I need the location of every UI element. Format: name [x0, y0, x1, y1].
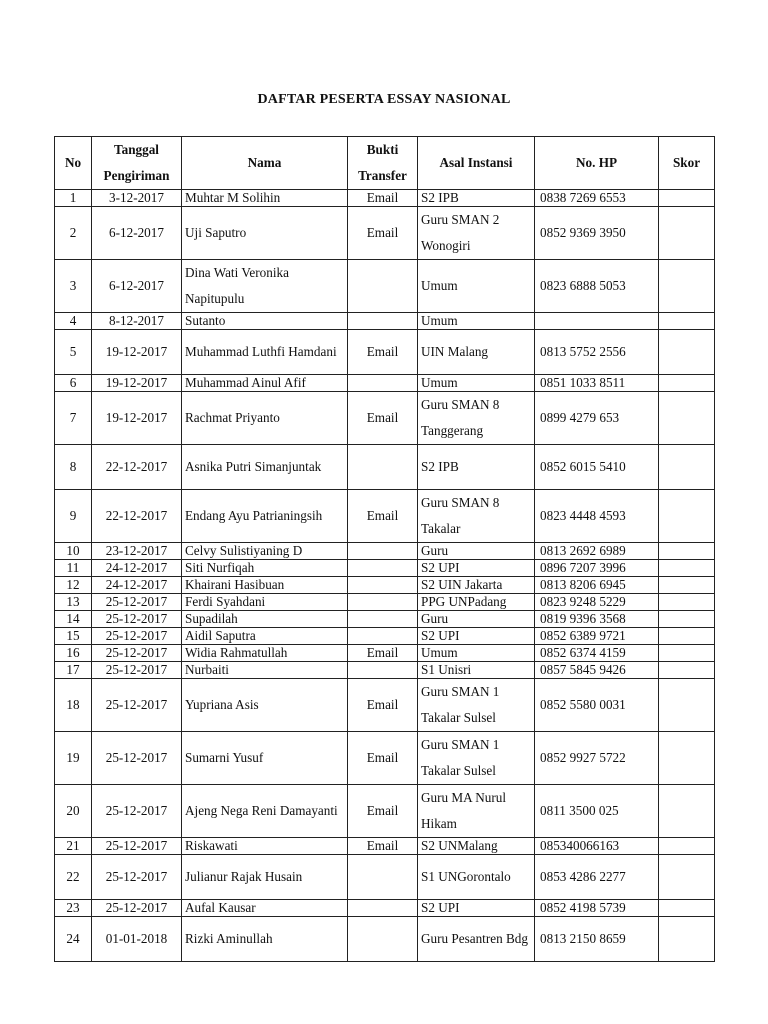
row-score [659, 313, 715, 330]
row-date: 8-12-2017 [92, 313, 182, 330]
row-number: 5 [55, 330, 92, 375]
row-transfer: Email [348, 207, 418, 260]
row-date: 01-01-2018 [92, 917, 182, 962]
row-number: 3 [55, 260, 92, 313]
row-date: 3-12-2017 [92, 190, 182, 207]
row-transfer [348, 917, 418, 962]
table-row [55, 190, 715, 207]
table-row [55, 785, 715, 838]
table-row [55, 560, 715, 577]
table-row [55, 577, 715, 594]
row-transfer: Email [348, 190, 418, 207]
row-phone [535, 313, 659, 330]
row-institution: Guru Pesantren Bdg [418, 917, 535, 962]
row-institution: Guru MA Nurul Hikam [418, 785, 535, 838]
table-row [55, 645, 715, 662]
row-score [659, 628, 715, 645]
row-date: 19-12-2017 [92, 330, 182, 375]
column-header-score: Skor [659, 137, 715, 190]
row-score [659, 679, 715, 732]
row-institution: Umum [418, 313, 535, 330]
row-date: 19-12-2017 [92, 375, 182, 392]
row-transfer: Email [348, 392, 418, 445]
row-institution: S2 UPI [418, 560, 535, 577]
row-date: 22-12-2017 [92, 490, 182, 543]
row-name: Sutanto [182, 313, 348, 330]
row-phone: 085340066163 [535, 838, 659, 855]
row-name: Asnika Putri Simanjuntak [182, 445, 348, 490]
row-transfer [348, 594, 418, 611]
row-score [659, 662, 715, 679]
row-name: Aufal Kausar [182, 900, 348, 917]
row-date: 25-12-2017 [92, 679, 182, 732]
table-row [55, 732, 715, 785]
row-transfer [348, 577, 418, 594]
row-institution: S2 UPI [418, 900, 535, 917]
row-institution: Guru SMAN 1 Takalar Sulsel [418, 679, 535, 732]
row-phone: 0852 6015 5410 [535, 445, 659, 490]
row-number: 12 [55, 577, 92, 594]
row-date: 24-12-2017 [92, 577, 182, 594]
row-date: 23-12-2017 [92, 543, 182, 560]
row-name: Widia Rahmatullah [182, 645, 348, 662]
row-score [659, 543, 715, 560]
row-phone: 0852 6374 4159 [535, 645, 659, 662]
row-transfer [348, 662, 418, 679]
row-institution: S2 IPB [418, 190, 535, 207]
row-name: Celvy Sulistiyaning D [182, 543, 348, 560]
row-name: Rizki Aminullah [182, 917, 348, 962]
table-row [55, 207, 715, 260]
row-number: 23 [55, 900, 92, 917]
table-row [55, 679, 715, 732]
row-transfer: Email [348, 679, 418, 732]
row-number: 24 [55, 917, 92, 962]
row-transfer [348, 375, 418, 392]
row-name: Supadilah [182, 611, 348, 628]
participant-table [54, 136, 715, 962]
row-number: 1 [55, 190, 92, 207]
table-row [55, 260, 715, 313]
row-name: Riskawati [182, 838, 348, 855]
row-number: 6 [55, 375, 92, 392]
table-row [55, 611, 715, 628]
row-number: 13 [55, 594, 92, 611]
row-score [659, 900, 715, 917]
table-row [55, 445, 715, 490]
row-phone: 0823 6888 5053 [535, 260, 659, 313]
row-institution: S2 UIN Jakarta [418, 577, 535, 594]
row-score [659, 392, 715, 445]
row-transfer: Email [348, 490, 418, 543]
row-score [659, 190, 715, 207]
row-institution: Guru SMAN 8 Tanggerang [418, 392, 535, 445]
row-transfer [348, 543, 418, 560]
row-phone: 0853 4286 2277 [535, 855, 659, 900]
row-phone: 0851 1033 8511 [535, 375, 659, 392]
row-score [659, 917, 715, 962]
row-phone: 0899 4279 653 [535, 392, 659, 445]
table-row [55, 490, 715, 543]
row-date: 25-12-2017 [92, 900, 182, 917]
row-phone: 0857 5845 9426 [535, 662, 659, 679]
row-score [659, 785, 715, 838]
row-date: 25-12-2017 [92, 785, 182, 838]
row-score [659, 855, 715, 900]
row-number: 7 [55, 392, 92, 445]
row-name: Muhammad Ainul Afif [182, 375, 348, 392]
row-date: 6-12-2017 [92, 207, 182, 260]
column-header-no: No [55, 137, 92, 190]
row-number: 18 [55, 679, 92, 732]
row-phone: 0811 3500 025 [535, 785, 659, 838]
row-score [659, 490, 715, 543]
row-date: 25-12-2017 [92, 628, 182, 645]
table-row [55, 543, 715, 560]
table-row [55, 375, 715, 392]
row-number: 4 [55, 313, 92, 330]
row-score [659, 732, 715, 785]
row-date: 25-12-2017 [92, 855, 182, 900]
row-date: 19-12-2017 [92, 392, 182, 445]
row-institution: Umum [418, 645, 535, 662]
table-row [55, 594, 715, 611]
row-score [659, 645, 715, 662]
table-row [55, 313, 715, 330]
row-number: 17 [55, 662, 92, 679]
row-score [659, 594, 715, 611]
row-name: Sumarni Yusuf [182, 732, 348, 785]
row-institution: UIN Malang [418, 330, 535, 375]
row-name: Rachmat Priyanto [182, 392, 348, 445]
row-name: Ajeng Nega Reni Damayanti [182, 785, 348, 838]
column-header-bukti: Bukti Transfer [348, 137, 418, 190]
row-transfer [348, 855, 418, 900]
row-number: 8 [55, 445, 92, 490]
table-body [55, 190, 715, 962]
row-phone: 0852 4198 5739 [535, 900, 659, 917]
row-phone: 0852 6389 9721 [535, 628, 659, 645]
row-institution: S2 UNMalang [418, 838, 535, 855]
row-date: 25-12-2017 [92, 645, 182, 662]
table-row [55, 628, 715, 645]
row-institution: Guru [418, 611, 535, 628]
row-institution: S1 UNGorontalo [418, 855, 535, 900]
row-institution: S2 IPB [418, 445, 535, 490]
row-score [659, 207, 715, 260]
row-name: Khairani Hasibuan [182, 577, 348, 594]
row-score [659, 577, 715, 594]
row-number: 11 [55, 560, 92, 577]
row-name: Nurbaiti [182, 662, 348, 679]
row-date: 22-12-2017 [92, 445, 182, 490]
row-phone: 0813 2150 8659 [535, 917, 659, 962]
row-transfer: Email [348, 838, 418, 855]
column-header-date: Tanggal Pengiriman [92, 137, 182, 190]
row-phone: 0838 7269 6553 [535, 190, 659, 207]
row-phone: 0813 5752 2556 [535, 330, 659, 375]
row-number: 2 [55, 207, 92, 260]
row-number: 20 [55, 785, 92, 838]
row-name: Dina Wati Veronika Napitupulu [182, 260, 348, 313]
row-date: 25-12-2017 [92, 662, 182, 679]
row-transfer: Email [348, 330, 418, 375]
row-phone: 0813 8206 6945 [535, 577, 659, 594]
table-row [55, 838, 715, 855]
row-name: Aidil Saputra [182, 628, 348, 645]
row-score [659, 838, 715, 855]
row-transfer [348, 628, 418, 645]
row-score [659, 330, 715, 375]
row-institution: Guru SMAN 8 Takalar [418, 490, 535, 543]
table-row [55, 917, 715, 962]
row-transfer [348, 260, 418, 313]
column-header-institution: Asal Instansi [418, 137, 535, 190]
row-phone: 0852 9369 3950 [535, 207, 659, 260]
row-phone: 0813 2692 6989 [535, 543, 659, 560]
table-row [55, 392, 715, 445]
row-number: 14 [55, 611, 92, 628]
row-transfer: Email [348, 732, 418, 785]
row-institution: S1 Unisri [418, 662, 535, 679]
row-institution: Guru SMAN 2 Wonogiri [418, 207, 535, 260]
row-date: 25-12-2017 [92, 732, 182, 785]
row-transfer [348, 611, 418, 628]
row-date: 25-12-2017 [92, 594, 182, 611]
row-name: Yupriana Asis [182, 679, 348, 732]
row-institution: PPG UNPadang [418, 594, 535, 611]
row-institution: Guru SMAN 1 Takalar Sulsel [418, 732, 535, 785]
column-header-name: Nama [182, 137, 348, 190]
row-name: Uji Saputro [182, 207, 348, 260]
table-row [55, 330, 715, 375]
row-name: Muhtar M Solihin [182, 190, 348, 207]
row-institution: Umum [418, 260, 535, 313]
row-date: 25-12-2017 [92, 611, 182, 628]
row-number: 10 [55, 543, 92, 560]
row-institution: S2 UPI [418, 628, 535, 645]
row-transfer: Email [348, 645, 418, 662]
row-name: Endang Ayu Patrianingsih [182, 490, 348, 543]
row-institution: Guru [418, 543, 535, 560]
row-score [659, 560, 715, 577]
row-phone: 0823 4448 4593 [535, 490, 659, 543]
table-row [55, 855, 715, 900]
row-score [659, 611, 715, 628]
row-phone: 0896 7207 3996 [535, 560, 659, 577]
row-transfer [348, 445, 418, 490]
row-number: 16 [55, 645, 92, 662]
row-number: 15 [55, 628, 92, 645]
row-number: 19 [55, 732, 92, 785]
row-transfer [348, 313, 418, 330]
row-transfer: Email [348, 785, 418, 838]
row-date: 24-12-2017 [92, 560, 182, 577]
row-score [659, 260, 715, 313]
row-score [659, 445, 715, 490]
row-number: 22 [55, 855, 92, 900]
table-row [55, 900, 715, 917]
row-name: Julianur Rajak Husain [182, 855, 348, 900]
row-transfer [348, 900, 418, 917]
row-name: Siti Nurfiqah [182, 560, 348, 577]
column-header-phone: No. HP [535, 137, 659, 190]
row-institution: Umum [418, 375, 535, 392]
row-transfer [348, 560, 418, 577]
page-title: DAFTAR PESERTA ESSAY NASIONAL [257, 92, 511, 107]
table-header-row [55, 137, 715, 190]
row-phone: 0852 9927 5722 [535, 732, 659, 785]
row-name: Ferdi Syahdani [182, 594, 348, 611]
row-date: 6-12-2017 [92, 260, 182, 313]
row-phone: 0852 5580 0031 [535, 679, 659, 732]
row-date: 25-12-2017 [92, 838, 182, 855]
row-number: 21 [55, 838, 92, 855]
row-number: 9 [55, 490, 92, 543]
table-row [55, 662, 715, 679]
row-name: Muhammad Luthfi Hamdani [182, 330, 348, 375]
row-score [659, 375, 715, 392]
row-phone: 0819 9396 3568 [535, 611, 659, 628]
row-phone: 0823 9248 5229 [535, 594, 659, 611]
